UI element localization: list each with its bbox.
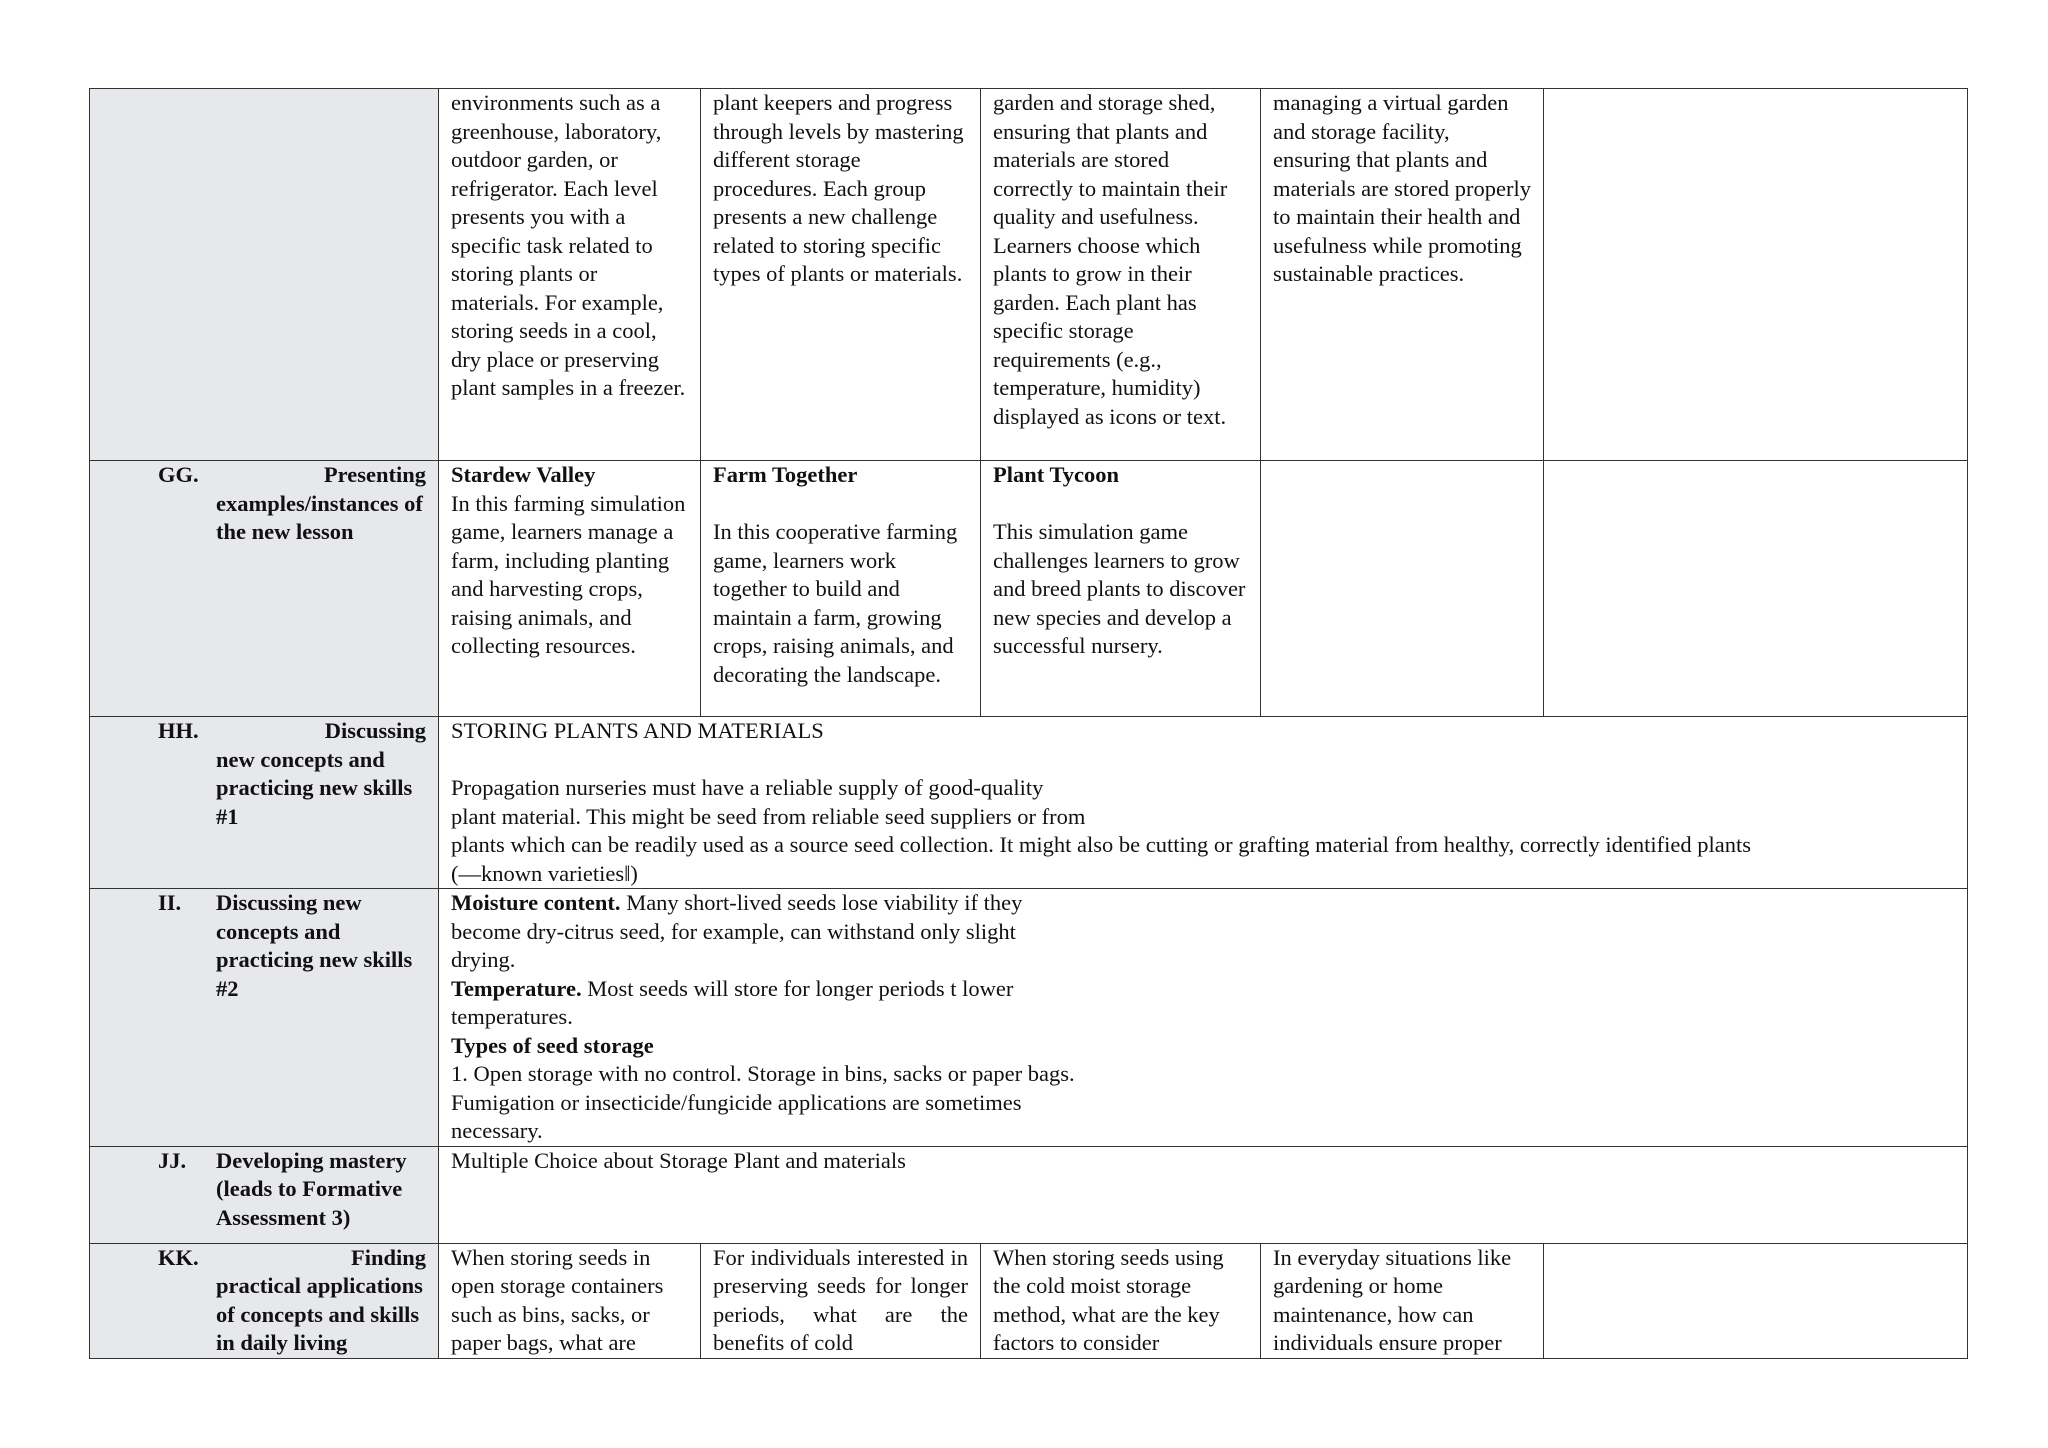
cell-kk-2: For individuals interested in preserving seeds for longer periods, what are the benefits of cold bbox=[701, 1243, 981, 1358]
paragraph-line: Most seeds will store for longer periods t lower bbox=[581, 975, 1014, 1001]
cell-gg-1 bbox=[439, 461, 701, 717]
row-label-ii bbox=[90, 889, 439, 1147]
row-code: GG. bbox=[158, 462, 199, 487]
cell-hh-content bbox=[439, 717, 1968, 889]
row-label-first: Presenting bbox=[323, 462, 426, 487]
paragraph-line: Many short-lived seeds lose viability if they bbox=[620, 890, 1023, 915]
cell-kk-1: When storing seeds in open storage containers such as bins, sacks, or paper bags, what are bbox=[439, 1243, 701, 1358]
storage-types-title: Types of seed storage bbox=[451, 1032, 654, 1058]
paragraph-line: Fumigation or insecticide/fungicide applications are sometimes bbox=[451, 1089, 1022, 1115]
paragraph-line: temperatures. bbox=[451, 1004, 573, 1029]
cell-ii-content bbox=[439, 889, 1968, 1147]
cell-continued-2: plant keepers and progress through levels by mastering different storage procedures. Each group presents a new challenge related to storing specific types of plants or materials. bbox=[701, 89, 981, 461]
game-description: In this farming simulation game, learners manage a farm, including planting and harvesting crops, raising animals, and collecting resources. bbox=[451, 490, 686, 658]
row-code: KK. bbox=[158, 1244, 199, 1270]
paragraph-line: necessary. bbox=[451, 1118, 543, 1143]
row-label-gg bbox=[90, 461, 439, 717]
paragraph-line: plant material. This might be seed from reliable seed suppliers or from bbox=[451, 803, 1086, 829]
game-title: Stardew Valley bbox=[451, 462, 596, 487]
game-description: This simulation game challenges learners to grow and breed plants to discover new species and develop a successful nursery. bbox=[993, 519, 1246, 658]
row-label-jj bbox=[90, 1146, 439, 1243]
row-label-text: Developing mastery (leads to Formative Assessment 3) bbox=[216, 1147, 407, 1230]
table-row-jj bbox=[90, 1146, 1968, 1243]
paragraph-line: 1. Open storage with no control. Storage in bins, sacks or paper bags. bbox=[451, 1061, 1075, 1086]
cell-gg-4 bbox=[1261, 461, 1544, 717]
moisture-title: Moisture content. bbox=[451, 890, 621, 915]
cell-continued-4: managing a virtual garden and storage facility, ensuring that plants and materials are stored properly to maintain their health and usefulness while promoting sustainable practices. bbox=[1261, 89, 1544, 461]
row-label-rest: new concepts and practicing new skills #1 bbox=[216, 746, 413, 829]
row-label-text: Discussing new concepts and practicing new skills #2 bbox=[216, 890, 413, 1001]
game-title: Farm Together bbox=[713, 462, 858, 487]
row-label-empty bbox=[90, 89, 439, 461]
table-row-gg bbox=[90, 461, 1968, 717]
cell-gg-2 bbox=[701, 461, 981, 717]
row-code: JJ. bbox=[158, 1147, 187, 1173]
paragraph-line: become dry-citrus seed, for example, can withstand only slight bbox=[451, 918, 1016, 944]
cell-jj-content: Multiple Choice about Storage Plant and materials bbox=[439, 1146, 1968, 1243]
paragraph-line: (―known varieties‖) bbox=[451, 860, 638, 886]
paragraph-line: drying. bbox=[451, 947, 516, 972]
table-row-kk bbox=[90, 1243, 1968, 1358]
paragraph-line: plants which can be readily used as a source seed collection. It might also be cutting or grafting material from healthy, correctly identified plants bbox=[451, 832, 1751, 857]
table-row-continued bbox=[90, 89, 1968, 461]
row-label-first: Discussing bbox=[324, 718, 426, 743]
cell-gg-3 bbox=[981, 461, 1261, 717]
lesson-plan-table bbox=[89, 88, 1968, 1359]
row-code: HH. bbox=[158, 718, 199, 743]
row-label-first: Finding bbox=[350, 1244, 426, 1270]
cell-continued-5 bbox=[1544, 89, 1968, 461]
table-row-hh bbox=[90, 717, 1968, 889]
row-label-rest: practical applications of concepts and skills in daily living bbox=[216, 1273, 423, 1355]
row-label-kk bbox=[90, 1243, 439, 1358]
cell-continued-3: garden and storage shed, ensuring that plants and materials are stored correctly to maintain their quality and usefulness. Learners choose which plants to grow in their garden. Each plant has specific storage requirements (e.g., temperature, humidity) displayed as icons or text. bbox=[981, 89, 1261, 461]
cell-kk-4: In everyday situations like gardening or home maintenance, how can individuals ensure proper bbox=[1261, 1243, 1544, 1358]
row-code: II. bbox=[158, 890, 182, 915]
row-label-hh bbox=[90, 717, 439, 889]
row-label-rest: examples/instances of the new lesson bbox=[216, 490, 423, 544]
paragraph-line: Propagation nurseries must have a reliable supply of good-quality bbox=[451, 775, 1044, 800]
temperature-title: Temperature. bbox=[451, 975, 582, 1001]
game-description: In this cooperative farming game, learners work together to build and maintain a farm, growing crops, raising animals, and decorating the landscape. bbox=[713, 519, 958, 687]
table-row-ii bbox=[90, 889, 1968, 1147]
cell-continued-1: environments such as a greenhouse, laboratory, outdoor garden, or refrigerator. Each level presents you with a specific task related to storing plants or materials. For example, storing seeds in a cool, dry place or preserving plant samples in a freezer. bbox=[439, 89, 701, 461]
cell-kk-5 bbox=[1544, 1243, 1968, 1358]
cell-gg-5 bbox=[1544, 461, 1968, 717]
game-title: Plant Tycoon bbox=[993, 462, 1120, 487]
section-heading: STORING PLANTS AND MATERIALS bbox=[451, 718, 824, 743]
cell-kk-3: When storing seeds using the cold moist storage method, what are the key factors to consider bbox=[981, 1243, 1261, 1358]
